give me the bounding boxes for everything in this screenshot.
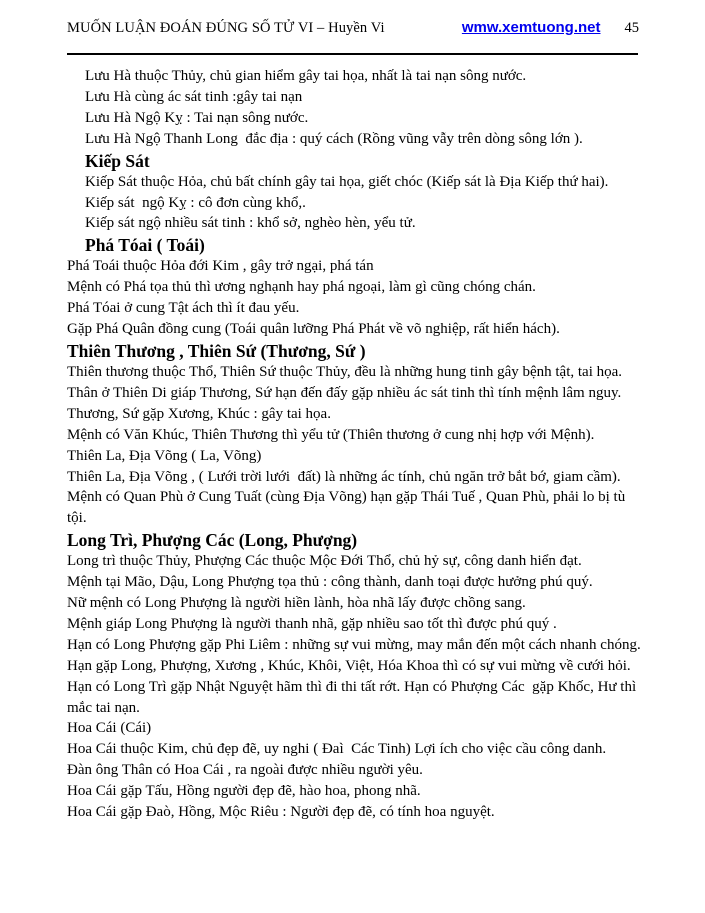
text-line: Hoa Cái thuộc Kim, chủ đẹp đẽ, uy nghi ( Đaì Các Tinh) Lợi ích cho việc cầu công danh.	[67, 741, 607, 758]
text-line: Hoa Cái gặp Đaò, Hồng, Mộc Riêu : Người đẹp đẽ, có tính hoa nguyệt.	[67, 804, 495, 821]
header-divider	[67, 53, 638, 55]
book-title: MUỐN LUẬN ĐOÁN ĐÚNG SỐ TỬ VI – Huyền Vi	[67, 20, 385, 36]
section-heading: Long Trì, Phượng Các (Long, Phượng)	[67, 530, 358, 551]
section-heading: Kiếp Sát	[85, 150, 150, 171]
text-line: Lưu Hà cùng ác sát tinh :gây tai nạn	[85, 88, 303, 105]
text-line: Long trì thuộc Thủy, Phượng Các thuộc Mộc Đới Thổ, chủ hỷ sự, công danh hiển đạt.	[67, 553, 582, 570]
website-link[interactable]: wmw.xemtuong.net	[461, 19, 601, 36]
text-line: Thiên thương thuộc Thổ, Thiên Sứ thuộc Thủy, đều là những hung tinh gây bệnh tật, tai họa.	[67, 363, 623, 380]
text-line: Lưu Hà Ngộ Thanh Long đắc địa : quý cách (Rồng vũng vẫy trên dòng sông lớn ).	[85, 130, 583, 147]
text-line: Hạn có Long Trì gặp Nhật Nguyệt hãm thì đi thi tất rớt. Hạn có Phượng Các gặp Khốc, Hư thì mắc tai nạn.	[67, 678, 640, 716]
section-heading: Phá Tóai ( Toái)	[85, 235, 205, 256]
text-line: Hạn có Long Phượng gặp Phi Liêm : những sự vui mừng, may mắn đến một cách nhanh chóng.	[67, 636, 641, 653]
text-line: Thân ở Thiên Di giáp Thương, Sứ hạn đến đấy gặp nhiều ác sát tinh thì tính mệnh lâm nguy.	[67, 384, 622, 401]
text-line: Kiếp sát ngộ nhiều sát tinh : khổ sở, nghèo hèn, yểu tử.	[85, 215, 416, 232]
text-line: Hoa Cái (Cái)	[67, 720, 152, 737]
page-header	[0, 0, 705, 37]
text-line: Nữ mệnh có Long Phượng là người hiền lành, hòa nhã lấy được chồng sang.	[67, 595, 526, 612]
page-body-text	[0, 66, 705, 823]
text-line: Kiếp Sát thuộc Hỏa, chủ bất chính gây tai họa, giết chóc (Kiếp sát là Địa Kiếp thứ hai).	[85, 173, 609, 190]
text-line: Mệnh có Văn Khúc, Thiên Thương thì yểu tử (Thiên thương ở cung nhị hợp với Mệnh).	[67, 426, 595, 443]
text-line: Thương, Sứ gặp Xương, Khúc : gây tai họa.	[67, 405, 331, 422]
text-line: Phá Toái thuộc Hỏa đới Kim , gây trở ngại, phá tán	[67, 258, 374, 275]
text-line: Hoa Cái gặp Tấu, Hồng người đẹp đẽ, hào hoa, phong nhã.	[67, 783, 421, 800]
text-line: Phá Tóai ở cung Tật ách thì ít đau yếu.	[67, 300, 300, 317]
text-line: Mệnh có Phá tọa thủ thì ương nghạnh hay phá ngoại, làm gì cũng chóng chán.	[67, 279, 536, 296]
text-line: Hạn gặp Long, Phượng, Xương , Khúc, Khôi, Việt, Hóa Khoa thì có sự vui mừng về cưới hỏi.	[67, 657, 631, 674]
text-line: Đàn ông Thân có Hoa Cái , ra ngoài được nhiều người yêu.	[67, 762, 423, 779]
text-line: Lưu Hà thuộc Thủy, chủ gian hiểm gây tai họa, nhất là tai nạn sông nước.	[85, 68, 527, 84]
text-line: Mệnh tại Mão, Dậu, Long Phượng tọa thủ : công thành, danh toại được hưởng phú quý.	[67, 574, 593, 591]
text-line: Mệnh giáp Long Phượng là người thanh nhã, gặp nhiều sao tốt thì được phú quý .	[67, 615, 557, 632]
text-line: Thiên La, Địa Võng , ( Lưới trời lưới đất) là những ác tính, chủ ngăn trở bắt bớ, giam cầm).	[67, 468, 621, 485]
text-line: Kiếp sát ngộ Kỵ : cô đơn cùng khổ,.	[85, 194, 306, 211]
page-number: 45	[624, 20, 639, 36]
text-line: Mệnh có Quan Phù ở Cung Tuất (cùng Địa Võng) hạn gặp Thái Tuế , Quan Phù, phải lo bị tù tội.	[67, 489, 629, 527]
text-line: Lưu Hà Ngộ Kỵ : Tai nạn sông nước.	[85, 109, 309, 126]
section-heading: Thiên Thương , Thiên Sứ (Thương, Sứ )	[67, 340, 366, 361]
text-line: Gặp Phá Quân đồng cung (Toái quân lưỡng Phá Phát về võ nghiệp, rất hiển hách).	[67, 321, 560, 338]
text-line: Thiên La, Địa Võng ( La, Võng)	[67, 447, 262, 464]
